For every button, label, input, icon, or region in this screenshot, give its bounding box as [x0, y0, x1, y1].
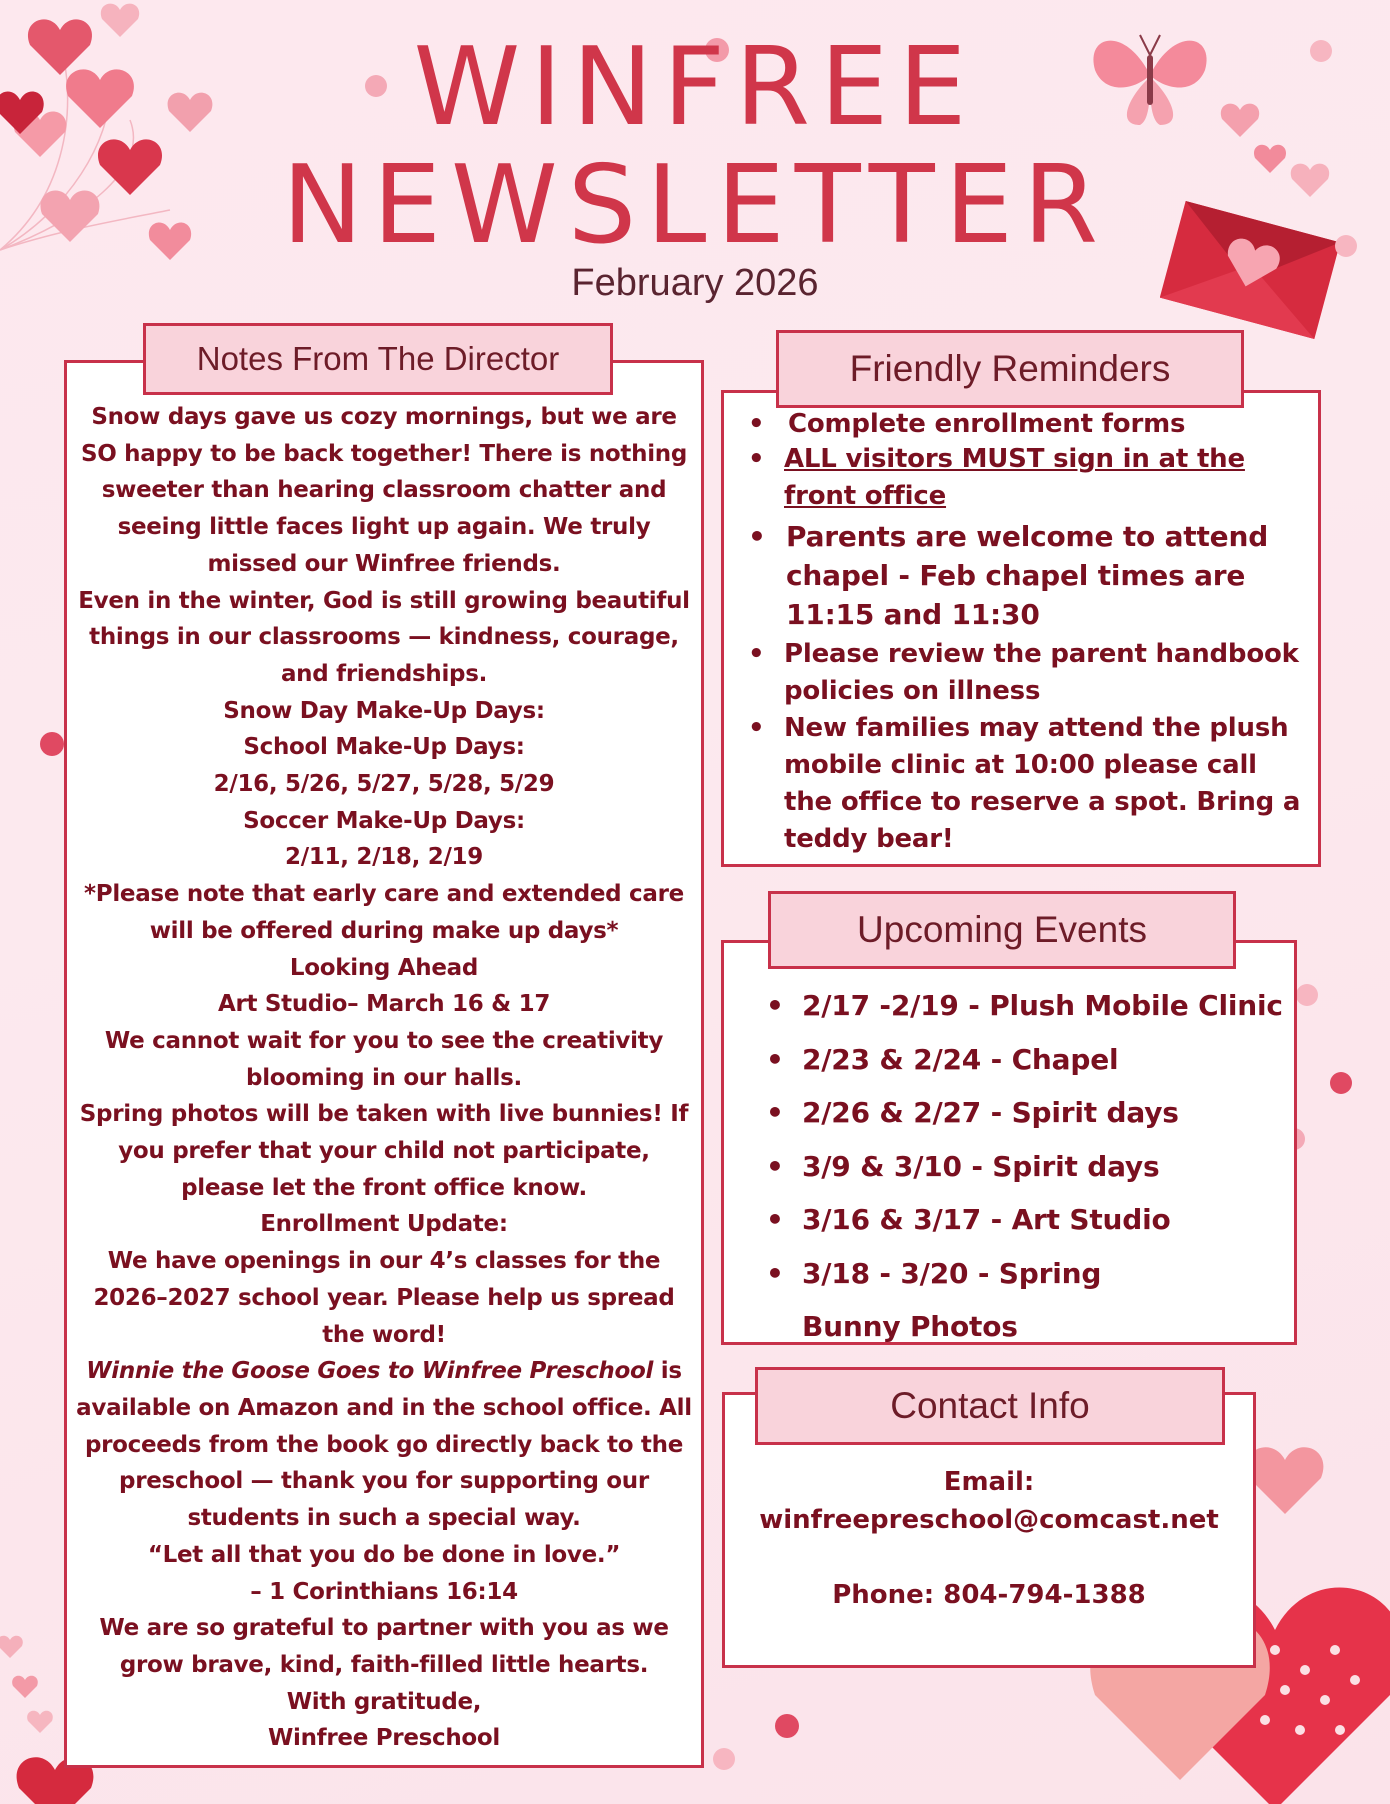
closing-line: Winfree Preschool: [267, 1725, 501, 1752]
reminder-text: Please review the parent handbook policies on illness: [784, 639, 1299, 706]
director-paragraph: 2/16, 5/26, 5/27, 5/28, 5/29: [213, 771, 555, 798]
email-address[interactable]: winfreepreschool@comcast.net: [759, 1505, 1219, 1535]
reminder-item: [726, 407, 1312, 441]
event-item: [744, 1033, 1286, 1087]
director-paragraph: Snow days gave us cozy mornings, but we are SO happy to be back together! There is nothing sweeter than hearing classroom chatter and seeing little faces light up again. We truly missed our Winfree friends.: [80, 404, 688, 577]
dot-decoration: [40, 732, 64, 756]
director-notes-panel: [64, 360, 704, 1768]
dot-decoration: [713, 1748, 735, 1770]
reminder-item: [726, 441, 1312, 515]
book-text: is available on Amazon and in the school office. All proceeds from the book go directly back to the preschool — thank you for supporting our students in such a special way.: [76, 1358, 692, 1532]
event-item: [744, 1247, 1286, 1354]
director-paragraph: Spring photos will be taken with live bunnies! If you prefer that your child not participate, please let the front office know.: [79, 1101, 689, 1201]
director-paragraph: Even in the winter, God is still growing beautiful things in our classrooms — kindness, courage, and friendships.: [78, 587, 690, 687]
event-item: [744, 1193, 1286, 1247]
reminder-item: [726, 636, 1312, 710]
reminder-item: [726, 517, 1312, 634]
closing-line: – 1 Corinthians 16:14: [250, 1578, 518, 1605]
reminder-text: Complete enrollment forms: [788, 409, 1186, 439]
director-paragraph: We cannot wait for you to see the creativity blooming in our halls.: [104, 1027, 664, 1091]
event-item: [744, 979, 1286, 1033]
event-item: [744, 1086, 1286, 1140]
event-text: 2/17 -2/19 - Plush Mobile Clinic: [802, 989, 1283, 1022]
director-paragraph: 2/11, 2/18, 2/19: [285, 844, 483, 871]
book-paragraph: [73, 1353, 695, 1537]
event-text: 3/16 & 3/17 - Art Studio: [802, 1203, 1171, 1236]
director-notes-text: [73, 399, 695, 1757]
director-paragraph: *Please note that early care and extended care will be offered during make up days*: [84, 881, 684, 944]
events-panel: [721, 940, 1297, 1345]
reminder-item: [726, 710, 1312, 858]
events-list: [744, 979, 1286, 1354]
event-item: [744, 1140, 1286, 1194]
phone-number[interactable]: Phone: 804-794-1388: [832, 1580, 1146, 1610]
event-text: 2/23 & 2/24 - Chapel: [802, 1042, 1119, 1076]
newsletter-title-line1: WINFREE: [413, 25, 977, 150]
dot-decoration: [1296, 984, 1318, 1006]
event-text: 2/26 & 2/27 - Spirit days: [802, 1096, 1179, 1129]
email-label: Email:: [943, 1467, 1035, 1497]
reminder-text: Parents are welcome to attend chapel - Feb chapel times are 11:15 and 11:30: [786, 520, 1269, 631]
event-text: 3/9 & 3/10 - Spirit days: [802, 1149, 1160, 1183]
director-paragraph: We have openings in our 4’s classes for the 2026–2027 school year. Please help us spread the word!: [93, 1248, 675, 1348]
reminders-panel: [721, 390, 1321, 867]
contact-heading: Contact Info: [755, 1367, 1225, 1445]
newsletter-title-line2: NEWSLETTER: [281, 143, 1109, 268]
events-heading: Upcoming Events: [768, 891, 1236, 969]
director-paragraph: School Make-Up Days:: [243, 734, 525, 761]
closing-line: We are so grateful to partner with you as we grow brave, kind, faith-filled little hearts.: [99, 1615, 669, 1678]
director-paragraph: Looking Ahead: [289, 954, 479, 981]
director-paragraph: Soccer Make-Up Days:: [243, 807, 525, 834]
reminder-text: ALL visitors MUST sign in at the front office: [784, 444, 1245, 511]
book-title: Winnie the Goose Goes to Winfree Preschool: [86, 1358, 654, 1385]
director-paragraph: Snow Day Make-Up Days:: [223, 697, 545, 724]
event-text: 3/18 - 3/20 - Spring Bunny Photos: [802, 1256, 1102, 1343]
director-paragraph: Art Studio– March 16 & 17: [217, 991, 551, 1018]
closing-line: With gratitude,: [286, 1688, 482, 1715]
director-notes-heading: Notes From The Director: [143, 323, 613, 395]
newsletter-date: February 2026: [571, 262, 819, 304]
reminders-heading: Friendly Reminders: [776, 330, 1244, 408]
closing-line: “Let all that you do be done in love.”: [147, 1541, 621, 1568]
reminder-text: New families may attend the plush mobile clinic at 10:00 please call the office to reserve a spot. Bring a teddy bear!: [784, 713, 1301, 854]
reminders-list: [726, 407, 1312, 858]
director-paragraph: Enrollment Update:: [260, 1211, 508, 1238]
dot-decoration: [1330, 1072, 1352, 1094]
dot-decoration: [775, 1714, 799, 1738]
